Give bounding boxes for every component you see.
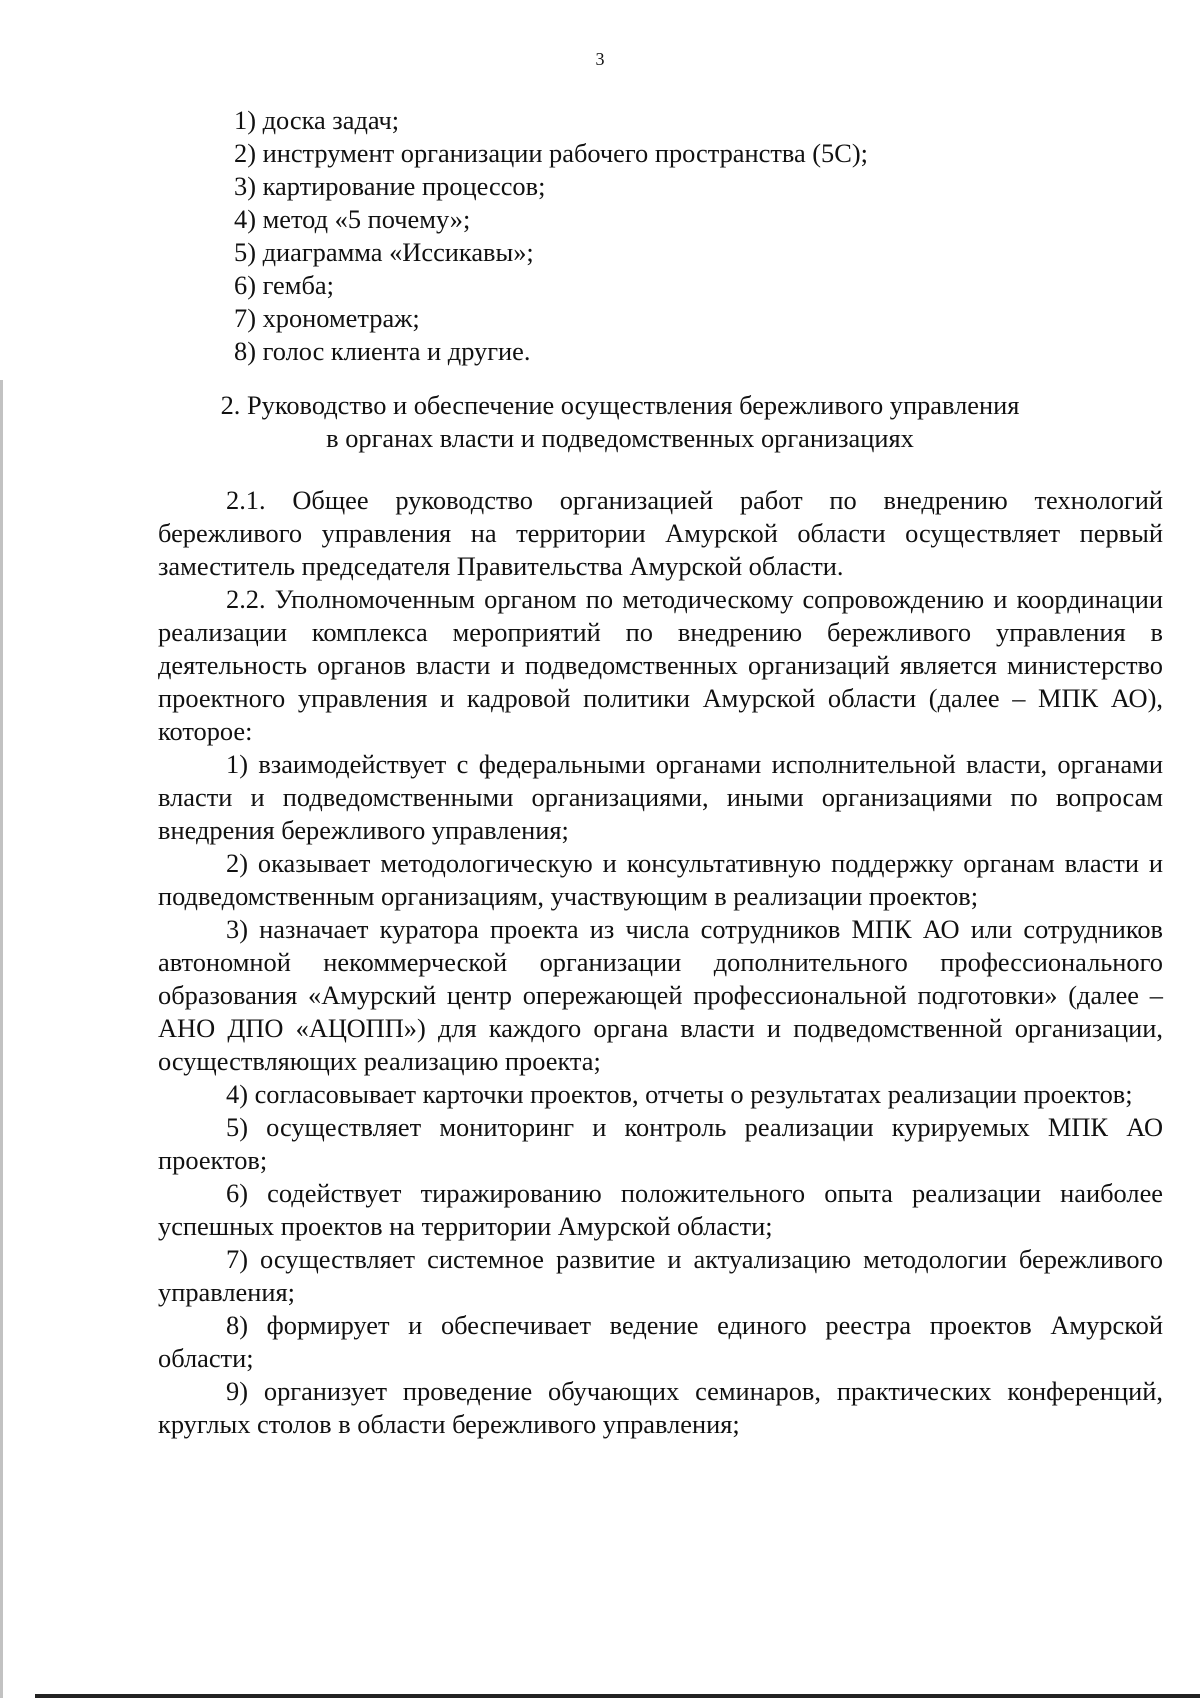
list-item: 1) доска задач; (234, 105, 400, 135)
section-title-line-1: 2. Руководство и обеспечение осуществления бережливого управления (220, 390, 1020, 420)
section-heading (160, 389, 1080, 455)
duty-item-1: 1) взаимодействует с федеральными органами исполнительной власти, органами власти и подведомственными организациями, иными организациями по вопросам внедрения бережливого управления; (158, 749, 1163, 845)
methods-list (234, 104, 868, 368)
page-number: 3 (595, 49, 605, 69)
duty-item-4: 4) согласовывает карточки проектов, отчеты о результатах реализации проектов; (226, 1079, 1133, 1109)
duty-item-8: 8) формирует и обеспечивает ведение единого реестра проектов Амурской области; (158, 1310, 1163, 1373)
duty-item-3: 3) назначает куратора проекта из числа сотрудников МПК АО или сотрудников автономной некоммерческой организации дополнительного профессионального образования «Амурский центр опережающей профессиональной подготовки» (далее – АНО ДПО «АЦОПП») для каждого органа власти и подведомственной организации, осуществляющих реализацию проекта; (158, 914, 1163, 1076)
duty-item-2: 2) оказывает методологическую и консультативную поддержку органам власти и подведомственным организациям, участвующим в реализации проектов; (158, 848, 1163, 911)
duty-item-6: 6) содействует тиражированию положительного опыта реализации наиболее успешных проектов на территории Амурской области; (158, 1178, 1163, 1241)
section-title-line-2: в органах власти и подведомственных организациях (326, 423, 914, 453)
list-item: 4) метод «5 почему»; (234, 204, 471, 234)
scan-edge-left (0, 380, 3, 1698)
duty-item-5: 5) осуществляет мониторинг и контроль реализации курируемых МПК АО проектов; (158, 1112, 1163, 1175)
paragraph-2-2: 2.2. Уполномоченным органом по методическому сопровождению и координации реализации комплекса мероприятий по внедрению бережливого управления в деятельность органов власти и подведомственных организаций является министерство проектного управления и кадровой политики Амурской области (далее – МПК АО), которое: (158, 584, 1163, 746)
list-item: 8) голос клиента и другие. (234, 336, 531, 366)
list-item: 7) хронометраж; (234, 303, 420, 333)
duty-item-7: 7) осуществляет системное развитие и актуализацию методологии бережливого управления; (158, 1244, 1163, 1307)
duty-item-9: 9) организует проведение обучающих семинаров, практических конференций, круглых столов в области бережливого управления; (158, 1376, 1163, 1439)
section-body (158, 484, 1163, 1441)
scan-edge-bottom (35, 1694, 1200, 1698)
paragraph-2-1: 2.1. Общее руководство организацией работ по внедрению технологий бережливого управления на территории Амурской области осуществляет первый заместитель председателя Правительства Амурской области. (158, 485, 1163, 581)
list-item: 5) диаграмма «Иссикавы»; (234, 237, 534, 267)
list-item: 3) картирование процессов; (234, 171, 546, 201)
list-item: 6) гемба; (234, 270, 334, 300)
list-item: 2) инструмент организации рабочего пространства (5С); (234, 138, 868, 168)
